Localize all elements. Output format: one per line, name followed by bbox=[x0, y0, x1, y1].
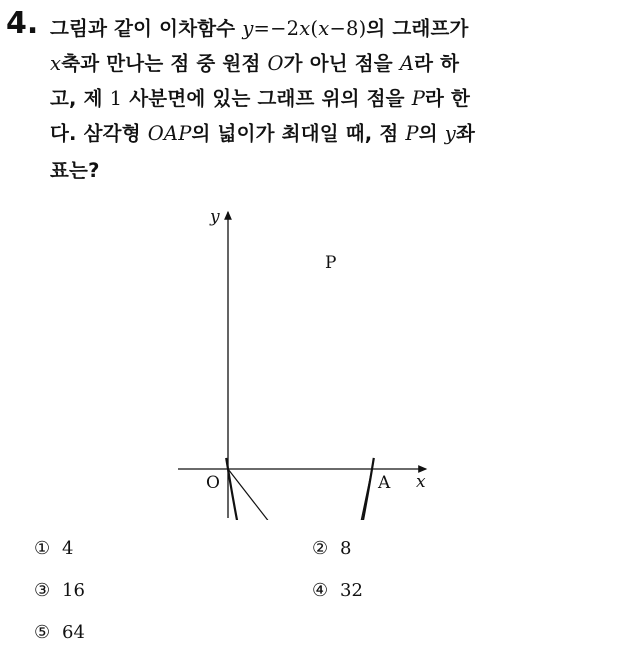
choice-mark: ② bbox=[312, 538, 329, 559]
math-var: P bbox=[405, 122, 419, 145]
origin-label: O bbox=[206, 473, 220, 493]
question-text: 의 넓이가 최대일 때, 점 bbox=[191, 122, 406, 145]
choice-4[interactable] bbox=[312, 580, 363, 601]
parabola-figure bbox=[170, 200, 440, 520]
question-text: 의 그래프가 bbox=[366, 17, 469, 40]
choice-value: 16 bbox=[62, 580, 85, 601]
choice-value: 32 bbox=[340, 580, 363, 601]
x-axis-label: x bbox=[416, 472, 426, 492]
math-expr: =−2 bbox=[253, 17, 300, 40]
question-text: 사분면에 있는 그래프 위의 점을 bbox=[122, 87, 412, 110]
question-text: 가 아닌 점을 bbox=[283, 52, 400, 75]
question-text: 좌 bbox=[456, 122, 476, 145]
question-text: 라 한 bbox=[425, 87, 471, 110]
question-text: 축과 만나는 점 중 원점 bbox=[61, 52, 268, 75]
point-a-label: A bbox=[378, 473, 391, 493]
math-var: x bbox=[318, 17, 330, 40]
point-p-label: P bbox=[325, 253, 337, 273]
choice-value: 4 bbox=[62, 538, 74, 559]
question-text: 고, 제 bbox=[50, 87, 110, 110]
choice-value: 64 bbox=[62, 622, 85, 643]
choice-mark: ⑤ bbox=[34, 622, 51, 643]
math-expr: ( bbox=[310, 17, 319, 40]
question-text: 그림과 같이 이차함수 bbox=[50, 17, 243, 40]
choice-value: 8 bbox=[340, 538, 352, 559]
segment-op bbox=[228, 469, 341, 520]
math-var: x bbox=[299, 17, 311, 40]
question-line-4 bbox=[50, 118, 475, 146]
choice-2[interactable] bbox=[312, 538, 351, 559]
question-text: 다. 삼각형 bbox=[50, 122, 148, 145]
choice-mark: ① bbox=[34, 538, 51, 559]
choice-3[interactable] bbox=[34, 580, 85, 601]
choice-1[interactable] bbox=[34, 538, 73, 559]
parabola-curve bbox=[226, 458, 374, 520]
question-text: 표는? bbox=[50, 159, 100, 182]
choice-mark: ④ bbox=[312, 580, 329, 601]
y-axis-label: y bbox=[210, 207, 220, 227]
math-expr: 1 bbox=[109, 87, 123, 110]
choice-mark: ③ bbox=[34, 580, 51, 601]
math-var: A bbox=[399, 52, 415, 75]
math-var: OAP bbox=[147, 122, 192, 145]
question-text: 의 bbox=[418, 122, 445, 145]
question-number: 4. bbox=[6, 6, 39, 41]
math-var: y bbox=[444, 122, 456, 145]
choice-5[interactable] bbox=[34, 622, 85, 643]
math-var: O bbox=[267, 52, 284, 75]
question-line-3 bbox=[50, 83, 470, 111]
math-var: P bbox=[411, 87, 426, 110]
math-expr: −8) bbox=[329, 17, 367, 40]
question-line-5 bbox=[50, 155, 100, 183]
math-var: x bbox=[50, 52, 62, 75]
question-text: 라 하 bbox=[414, 52, 460, 75]
math-var: y bbox=[242, 17, 254, 40]
question-line-2 bbox=[50, 48, 459, 76]
question-line-1 bbox=[50, 13, 469, 41]
